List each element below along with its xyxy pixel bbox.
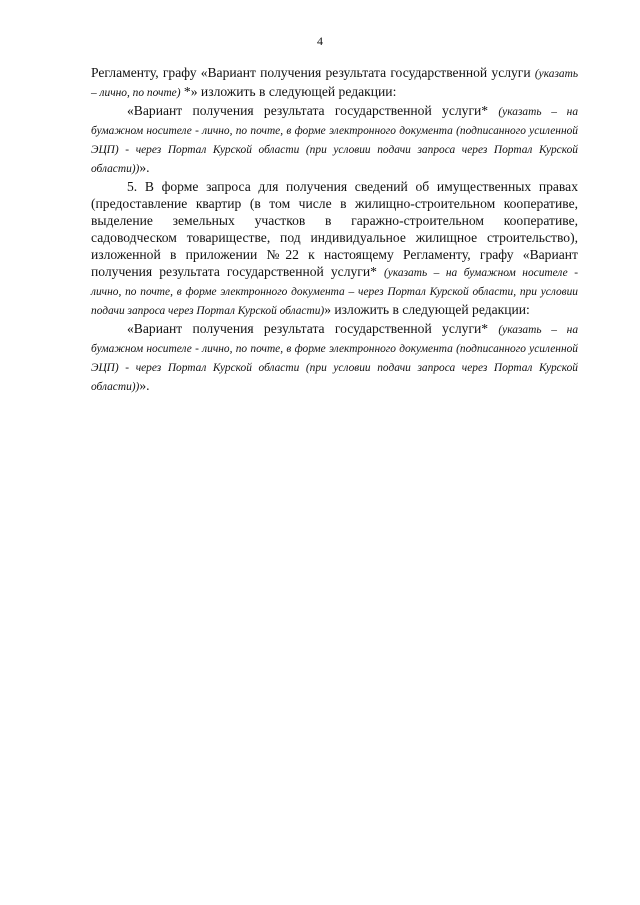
italic-note: (указать – на бумажном носителе - лично, по почте, в форме электронного документа (подписанного усиленной ЭЦП) - через Портал Курской области (при условии подачи запроса через Портал Курской области)) xyxy=(91,106,579,175)
italic-note: (указать – на бумажном носителе - лично, по почте, в форме электронного документа – через Портал Курской области, при условии подачи запроса через Портал Курской области) xyxy=(91,267,579,317)
paragraph-new-wording-1 xyxy=(91,102,578,178)
text-segment: *» изложить в следующей редакции: xyxy=(180,84,397,99)
page-number: 4 xyxy=(317,34,323,48)
italic-note: (указать – на бумажном носителе - лично, по почте, в форме электронного документа (подписанного усиленной ЭЦП) - через Портал Курской области (при условии подачи запроса через Портал Курской области)) xyxy=(91,324,579,393)
italic-note: (указать – лично, по почте) xyxy=(91,68,578,99)
paragraph-regulation-column xyxy=(91,64,578,102)
text-segment: ». xyxy=(139,378,150,393)
text-segment: » изложить в следующей редакции: xyxy=(324,302,530,317)
text-segment: 5. В форме запроса для получения сведений об имущественных правах (предоставление квартир (в том числе в жилищно-строительном кооперативе, выделение земельных участков в гаражно-строительном кооперативе, садоводческом товариществе, под индивидуальное жилищное строительство), изложенной в приложении №22 к настоящему Регламенту, графу «Вариант получения результата государственной услуги* xyxy=(91,179,578,279)
text-segment: Регламенту, графу «Вариант получения результата государственной услуги xyxy=(91,65,535,80)
text-segment: ». xyxy=(139,160,150,175)
text-segment: «Вариант получения результата государственной услуги* xyxy=(127,103,499,118)
document-body xyxy=(91,64,578,396)
paragraph-item-5 xyxy=(91,178,578,320)
paragraph-new-wording-2 xyxy=(91,320,578,396)
text-segment: «Вариант получения результата государственной услуги* xyxy=(127,321,499,336)
